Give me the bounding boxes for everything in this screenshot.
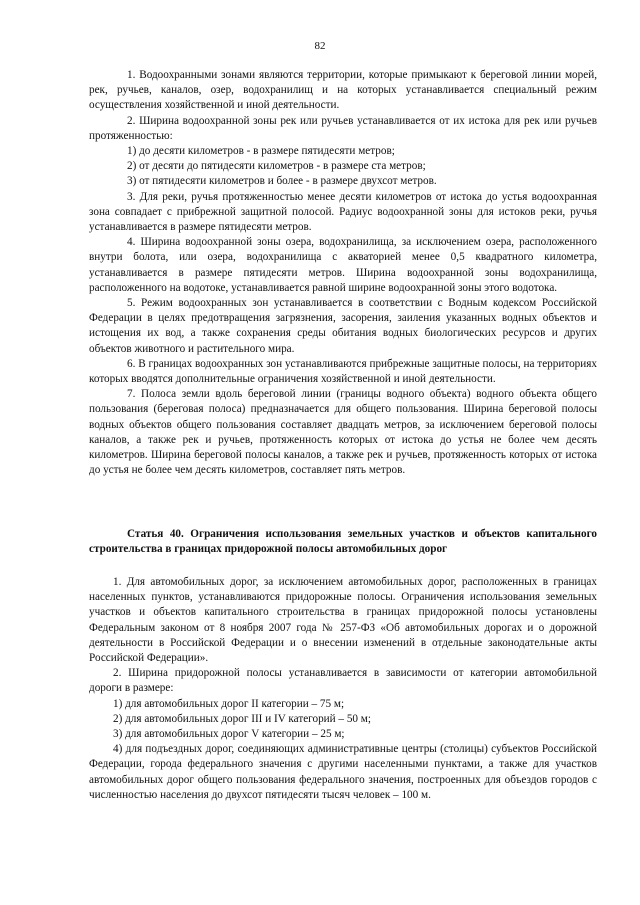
article-heading: Статья 40. Ограничения использования земельных участков и объектов капитального строительства в границах придорожной полосы автомобильных дорог <box>89 528 597 556</box>
list-item: 3) от пятидесяти километров и более - в размере двухсот метров. <box>127 175 437 188</box>
paragraph: 1. Водоохранными зонами являются территории, которые примыкают к береговой линии морей, рек, ручьев, каналов, озер, водохранилищ и на которых устанавливается специальный режим осуществления хозяйственной и иной деятельности. <box>89 69 597 112</box>
paragraph: 6. В границах водоохранных зон устанавливаются прибрежные защитные полосы, на территориях которых вводятся дополнительные ограничения хозяйственной и иной деятельности. <box>89 357 597 386</box>
paragraph: 5. Режим водоохранных зон устанавливается в соответствии с Водным кодексом Российской Федерации в целях предотвращения загрязнения, засорения, заиления указанных водных объектов и истощения их вод, а также сохранения среды обитания водных биологических ресурсов и других объектов животного и растительного мира. <box>89 297 597 355</box>
roadside-strip-section <box>89 575 597 803</box>
water-protection-zones-section <box>89 68 597 478</box>
list-item: 2) для автомобильных дорог III и IV категорий – 50 м; <box>113 712 371 725</box>
paragraph: 7. Полоса земли вдоль береговой линии (границы водного объекта) водного объекта общего пользования (береговая полоса) предназначается для общего пользования. Ширина береговой полосы водных объектов общего пользования составляет двадцать метров, за исключением береговой полосы каналов, а также рек и ручьев, протяженность которых от истока до устья не более чем десять километров. Ширина береговой полосы каналов, а также рек и ручьев, протяженность которых от истока до устья не более чем десять километров, составляет пять метров. <box>89 388 597 477</box>
paragraph: 2. Ширина водоохранной зоны рек или ручьев устанавливается от их истока для рек или ручьев протяженностью: <box>89 114 597 142</box>
paragraph: 4. Ширина водоохранной зоны озера, водохранилища, за исключением озера, расположенного внутри болота, или озера, водохранилища с акваторией менее 0,5 квадратного километра, устанавливается в размере пятидесяти метров. Ширина водоохранной зоны водохранилища, расположенного на водотоке, устанавливается равной ширине водоохранной зоны этого водотока. <box>89 236 597 294</box>
list-item: 1) для автомобильных дорог II категории – 75 м; <box>113 697 345 710</box>
paragraph: 1. Для автомобильных дорог, за исключением автомобильных дорог, расположенных в границах населенных пунктов, устанавливаются придорожные полосы. Ограничения использования земельных участков и объектов капитального строительства в границах придорожной полосы установлены Федеральным законом от 8 ноября 2007 года № 257-ФЗ «Об автомобильных дорогах и о дорожной деятельности в Российской Федерации и о внесении изменений в отдельные законодательные акты Российской Федерации». <box>89 576 597 665</box>
paragraph: 4) для подъездных дорог, соединяющих административные центры (столицы) субъектов Российской Федерации, города федерального значения с другими населенными пунктами, а также для участков автомобильных дорог общего пользования федерального значения, построенных для объездов городов с численностью населения до двухсот пятидесяти тысяч человек – 100 м. <box>89 743 597 801</box>
list-item: 1) до десяти километров - в размере пятидесяти метров; <box>127 145 395 158</box>
paragraph: 2. Ширина придорожной полосы устанавливается в зависимости от категории автомобильной дороги в размере: <box>89 667 597 695</box>
paragraph: 3. Для реки, ручья протяженностью менее десяти километров от истока до устья водоохранная зона совпадает с прибрежной защитной полосой. Радиус водоохранной зоны для истоков реки, ручья устанавливается в размере пятидесяти метров. <box>89 190 597 234</box>
list-item: 2) от десяти до пятидесяти километров - в размере ста метров; <box>127 160 426 173</box>
list-item: 3) для автомобильных дорог V категории – 25 м; <box>113 728 345 741</box>
page-number: 82 <box>314 40 326 52</box>
